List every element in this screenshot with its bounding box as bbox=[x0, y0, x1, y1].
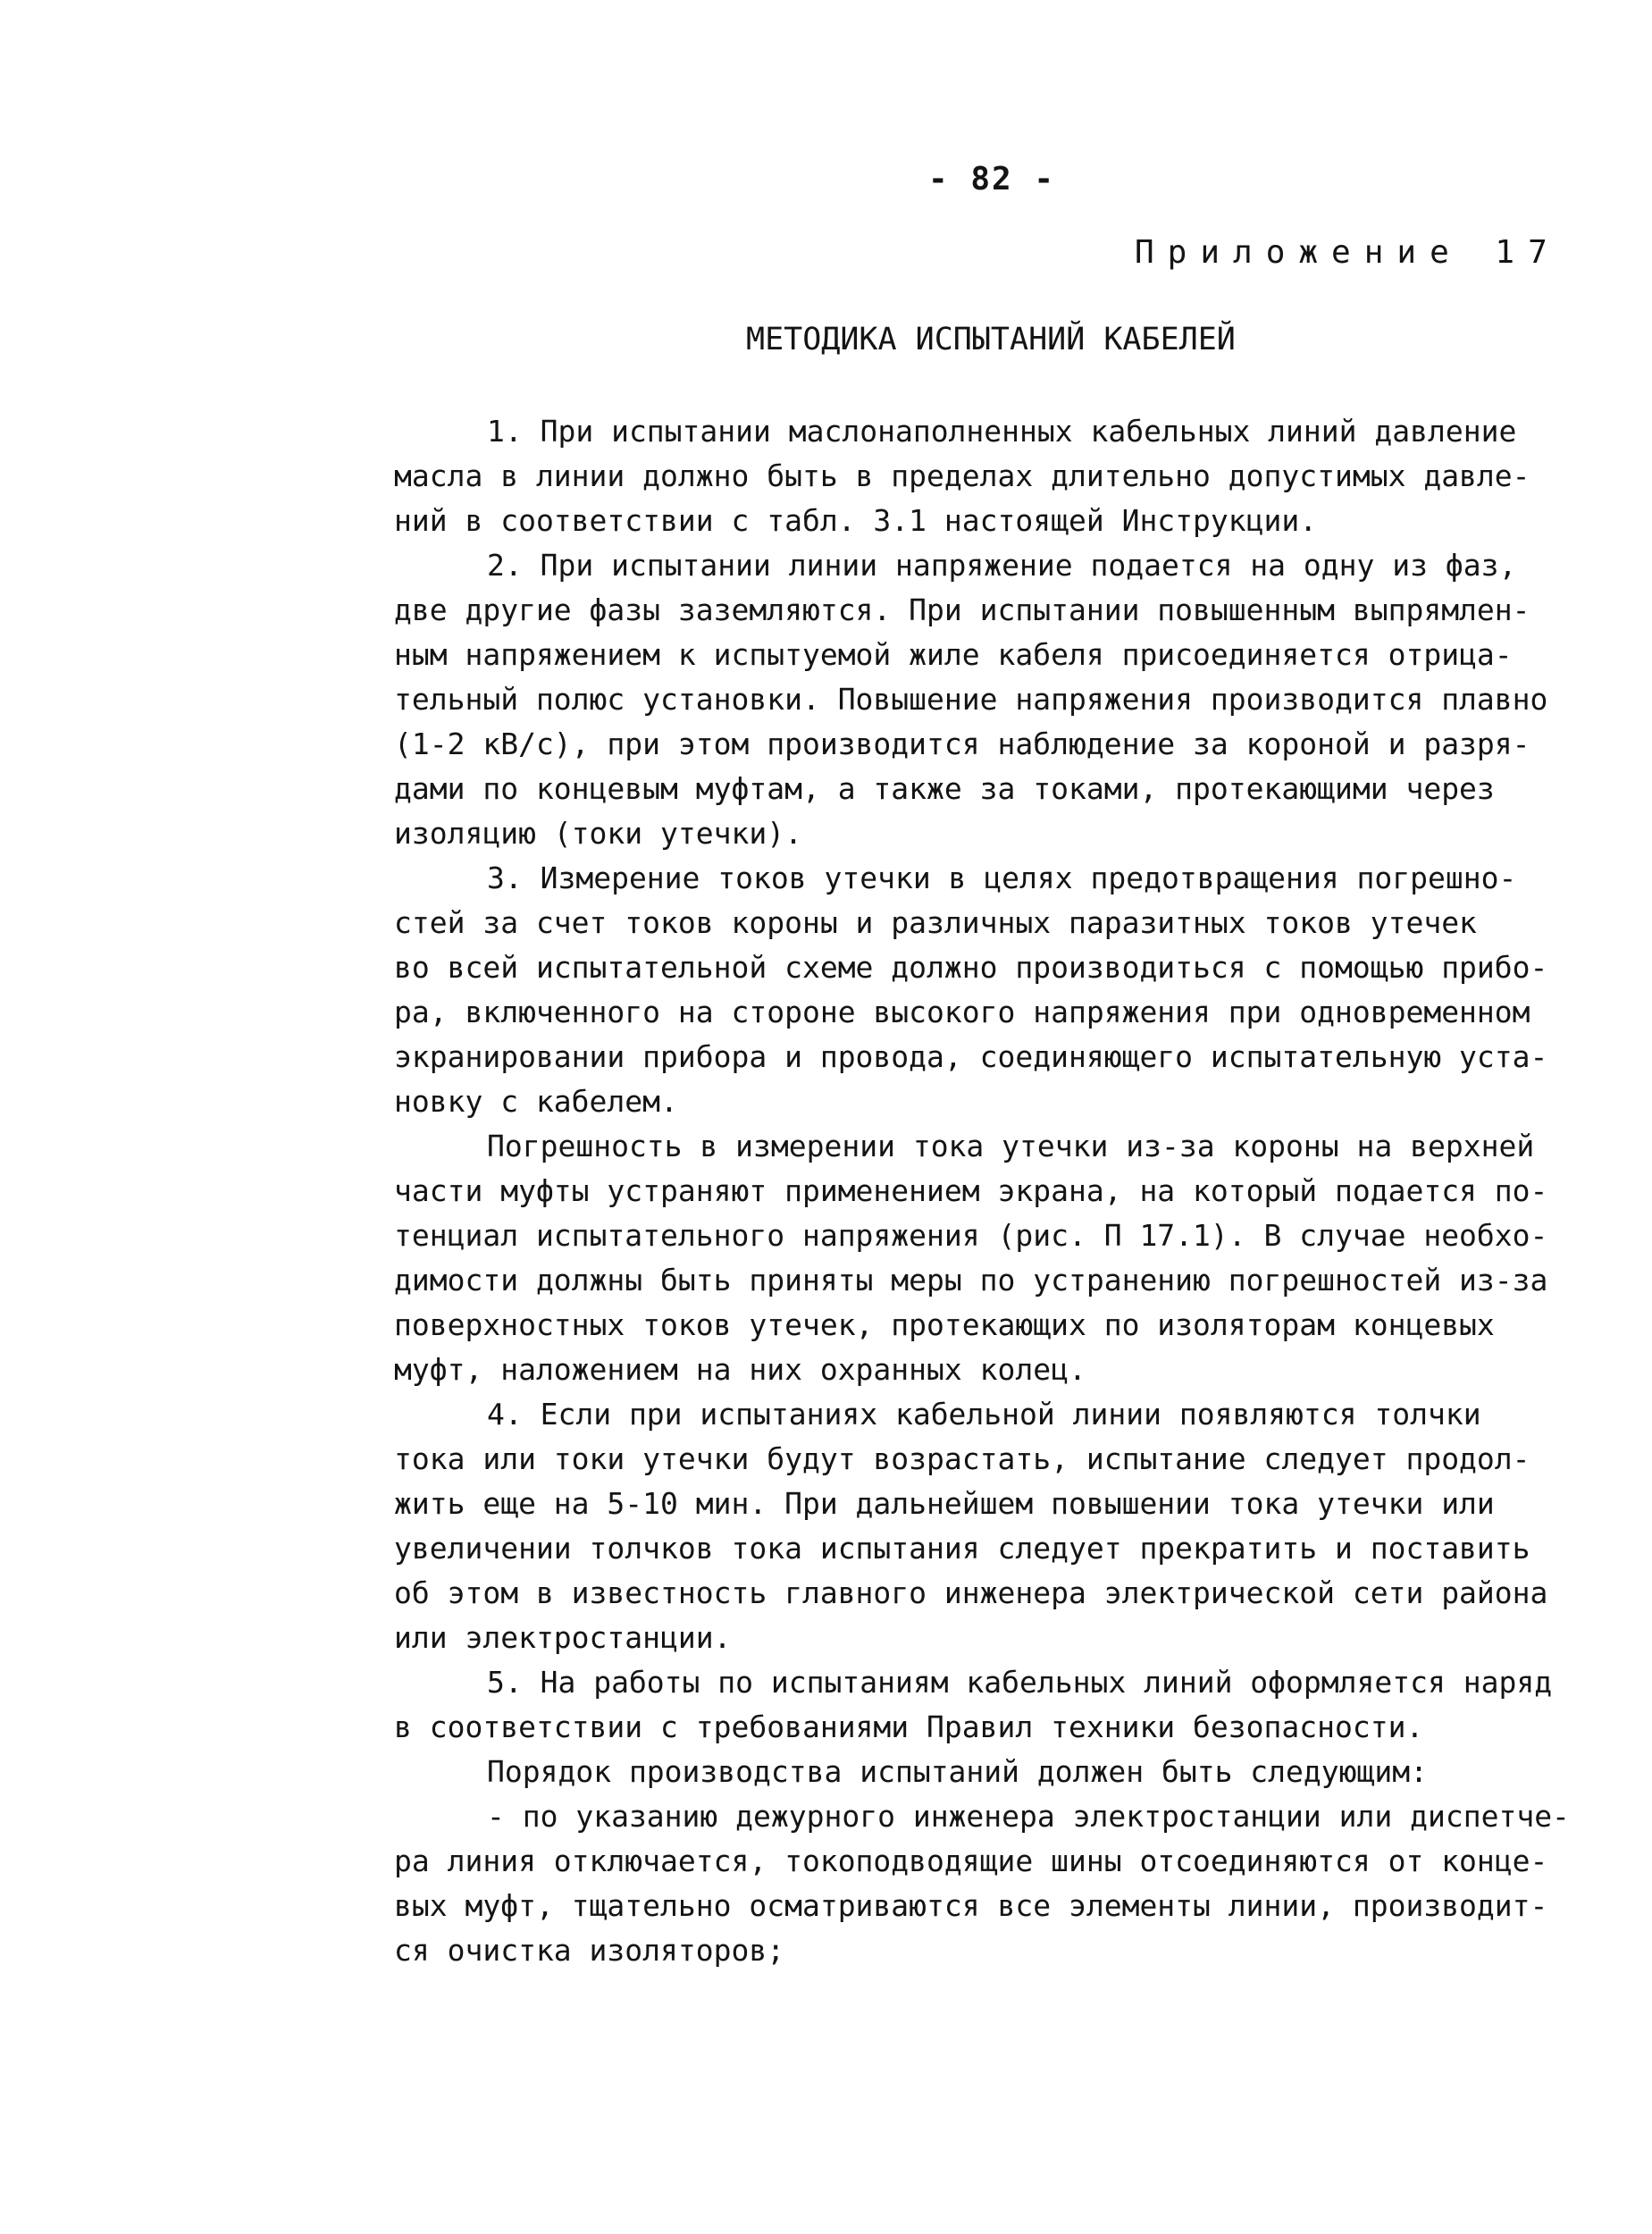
text-line: ся очистка изоляторов; bbox=[394, 1933, 785, 1968]
text-line: увеличении толчков тока испытания следует прекратить и поставить bbox=[394, 1531, 1530, 1566]
text-line: экранировании прибора и провода, соединяющего испытательную уста- bbox=[394, 1039, 1548, 1074]
text-line: - по указанию дежурного инженера электростанции или диспетче- bbox=[487, 1799, 1570, 1834]
text-line: ра линия отключается, токоподводящие шины отсоединяются от конце- bbox=[394, 1843, 1548, 1878]
text-line: части муфты устраняют применением экрана, на который подается по- bbox=[394, 1173, 1548, 1208]
text-line: новку с кабелем. bbox=[394, 1084, 678, 1119]
text-line: тельный полюс установки. Повышение напряжения производится плавно bbox=[394, 682, 1548, 717]
text-line: стей за счет токов короны и различных паразитных токов утечек bbox=[394, 905, 1477, 940]
text-line: 1. При испытании маслонаполненных кабельных линий давление bbox=[487, 414, 1517, 449]
text-line: тенциал испытательного напряжения (рис. П 17.1). В случае необхо- bbox=[394, 1218, 1548, 1253]
text-line: (1-2 кВ/с), при этом производится наблюдение за короной и разря- bbox=[394, 726, 1530, 761]
text-line: во всей испытательной схеме должно производиться с помощью прибо- bbox=[394, 950, 1548, 985]
text-line: 3. Измерение токов утечки в целях предотвращения погрешно- bbox=[487, 861, 1517, 895]
text-line: жить еще на 5-10 мин. При дальнейшем повышении тока утечки или bbox=[394, 1486, 1495, 1521]
document-title: МЕТОДИКА ИСПЫТАНИЙ КАБЕЛЕЙ bbox=[746, 322, 1236, 357]
text-line: муфт, наложением на них охранных колец. bbox=[394, 1352, 1086, 1387]
text-line: две другие фазы заземляются. При испытании повышенным выпрямлен- bbox=[394, 592, 1530, 627]
text-line: Порядок производства испытаний должен быть следующим: bbox=[487, 1754, 1428, 1789]
text-line: поверхностных токов утечек, протекающих по изоляторам концевых bbox=[394, 1307, 1495, 1342]
text-line: ным напряжением к испытуемой жиле кабеля присоединяется отрица- bbox=[394, 637, 1513, 672]
appendix-label: Приложение 17 bbox=[1135, 234, 1561, 271]
text-line: изоляцию (токи утечки). bbox=[394, 816, 802, 851]
text-line: 2. При испытании линии напряжение подается на одну из фаз, bbox=[487, 548, 1517, 583]
text-line: в соответствии с требованиями Правил техники безопасности. bbox=[394, 1709, 1424, 1744]
text-line: ра, включенного на стороне высокого напряжения при одновременном bbox=[394, 995, 1530, 1029]
text-line: 4. Если при испытаниях кабельной линии появляются толчки bbox=[487, 1397, 1481, 1432]
body-text bbox=[394, 409, 1573, 1973]
text-line: вых муфт, тщательно осматриваются все элементы линии, производит- bbox=[394, 1888, 1548, 1923]
text-line: масла в линии должно быть в пределах длительно допустимых давле- bbox=[394, 458, 1530, 493]
page-number: - 82 - bbox=[927, 161, 1056, 197]
text-line: дами по концевым муфтам, а также за токами, протекающими через bbox=[394, 771, 1495, 806]
text-line: тока или токи утечки будут возрастать, испытание следует продол- bbox=[394, 1441, 1530, 1476]
text-line: или электростанции. bbox=[394, 1620, 732, 1655]
text-line: об этом в известность главного инженера электрической сети района bbox=[394, 1575, 1548, 1610]
text-line: Погрешность в измерении тока утечки из-за короны на верхней bbox=[487, 1129, 1535, 1163]
text-line: ний в соответствии с табл. 3.1 настоящей Инструкции. bbox=[394, 503, 1318, 538]
text-line: 5. На работы по испытаниям кабельных линий оформляется наряд bbox=[487, 1665, 1553, 1700]
text-line: димости должны быть приняты меры по устранению погрешностей из-за bbox=[394, 1263, 1548, 1298]
